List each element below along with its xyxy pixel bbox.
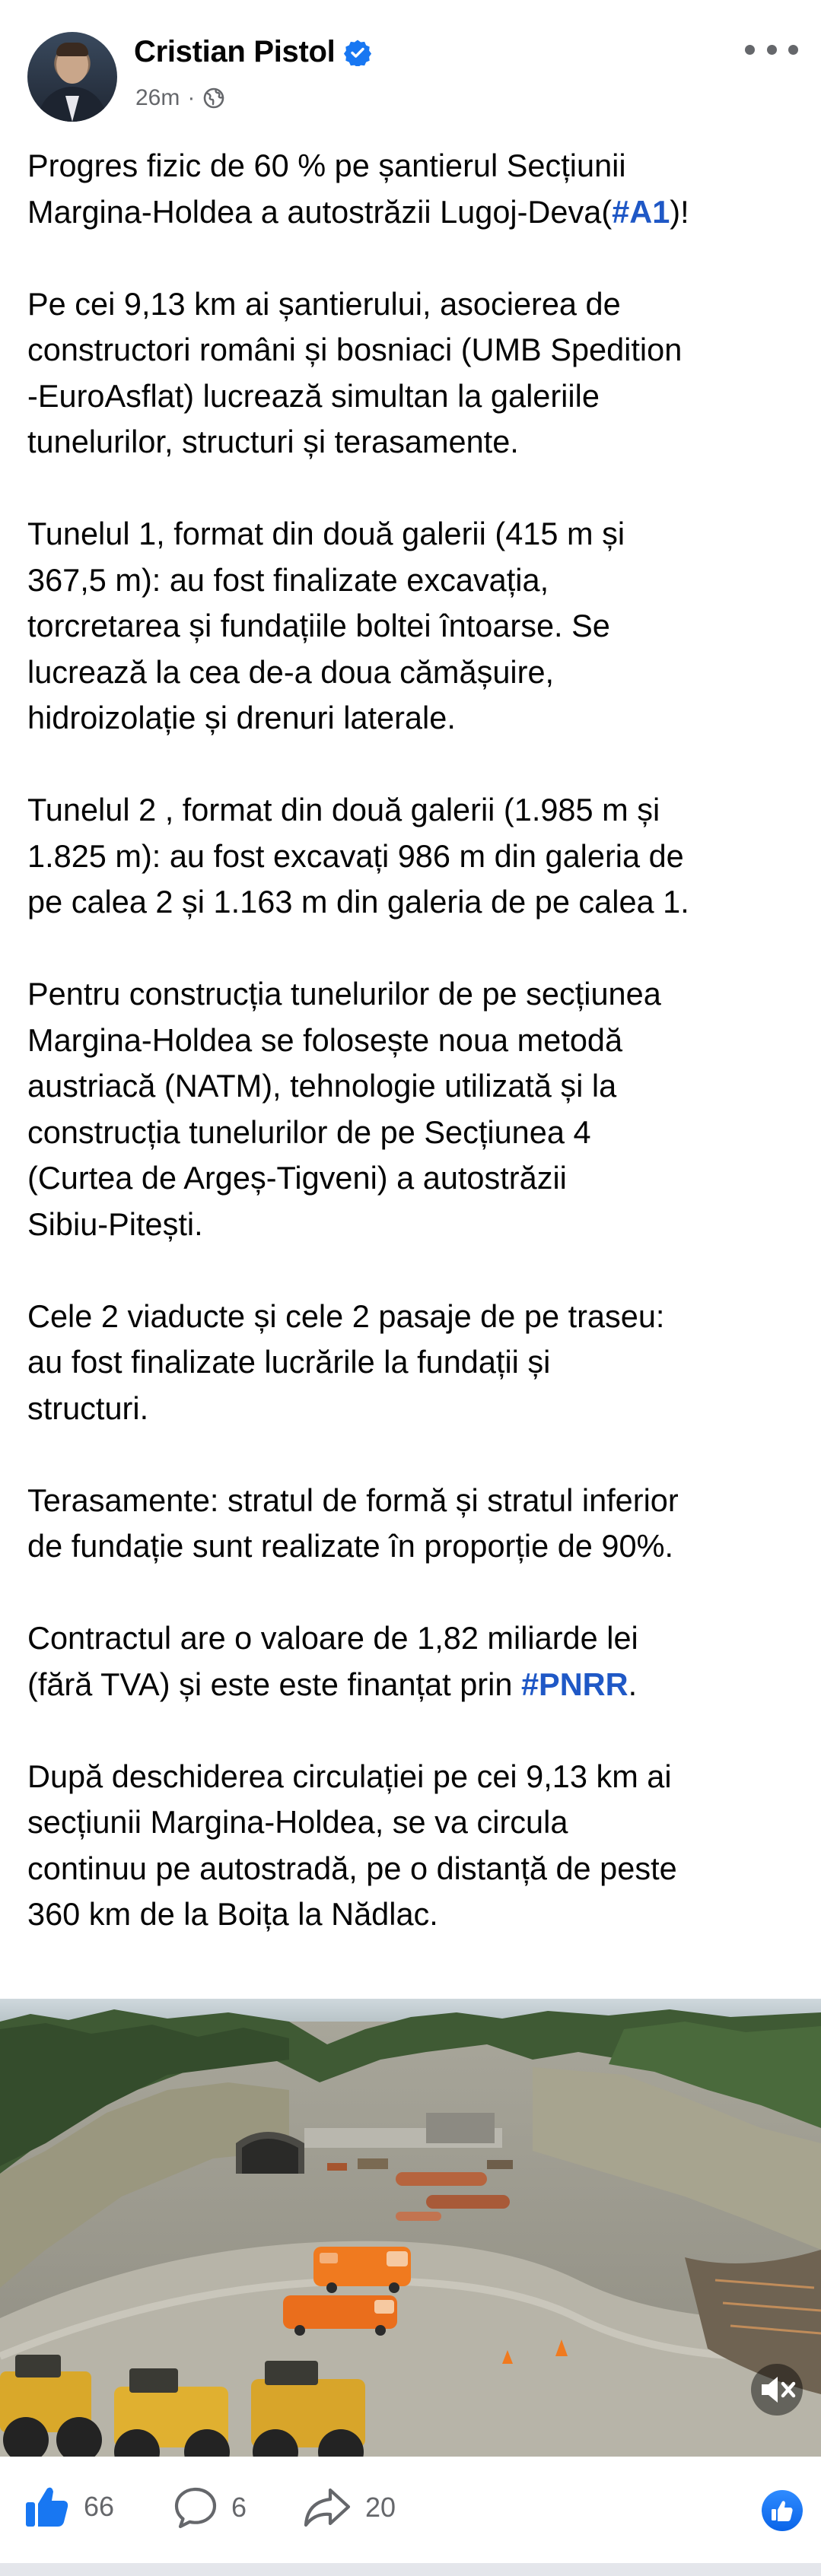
post-header — [0, 0, 821, 133]
post-meta — [135, 85, 225, 111]
hashtag-link[interactable]: #A1 — [612, 193, 670, 230]
speaker-muted-icon[interactable] — [749, 2362, 804, 2417]
post-paragraph: Pe cei 9,13 km ai șantierului, asocierea de constructori români și bosniaci (UMB Spedition -EuroAsflat) lucrează simultan la galeriile tunelurilor, structuri și terasamente. — [27, 285, 683, 459]
post-paragraph: Progres fizic de 60 % pe șantierul Secțiunii Margina-Holdea a autostrăzii Lugoj-Deva(#A1)! — [27, 148, 689, 230]
globe-icon — [202, 87, 225, 110]
like-button[interactable] — [24, 2485, 114, 2528]
share-count: 20 — [365, 2492, 396, 2523]
post-video[interactable] — [0, 1999, 821, 2457]
comment-button[interactable] — [173, 2485, 247, 2530]
share-button[interactable] — [303, 2485, 396, 2530]
post-time[interactable]: 26m — [135, 85, 180, 110]
post-actions — [0, 2457, 821, 2563]
dot-icon — [767, 45, 777, 55]
feed-separator — [0, 2563, 821, 2576]
like-reaction-badge-icon[interactable] — [760, 2489, 804, 2533]
share-arrow-icon — [303, 2485, 352, 2530]
dot-icon — [745, 45, 755, 55]
post-paragraph: După deschiderea circulației pe cei 9,13 km ai secțiunii Margina-Holdea, se va circula continuu pe autostradă, pe o distanță de peste 360 km de la Boița la Nădlac. — [27, 1758, 677, 1932]
van-1 — [313, 2247, 411, 2293]
post-paragraph: Tunelul 1, format din două galerii (415 m și 367,5 m): au fost finalizate excavația, torcretarea și fundațiile boltei întoarse. Se lucrează la cea de-a doua cămășuire, hidroizolație și drenuri laterale. — [27, 516, 625, 735]
hashtag-link[interactable]: #PNRR — [520, 1666, 628, 1702]
comment-count: 6 — [231, 2492, 247, 2523]
post-paragraph: Contractul are o valoare de 1,82 miliarde lei (fără TVA) și este este finanțat prin #PNRR. — [27, 1620, 638, 1702]
author-avatar[interactable] — [27, 32, 117, 122]
meta-separator: · — [187, 85, 196, 110]
like-count: 66 — [84, 2491, 115, 2522]
post-paragraph: Pentru construcția tunelurilor de pe secțiunea Margina-Holdea se folosește noua metodă austriacă (NATM), tehnologie utilizată și la construcția tunelurilor de pe Secțiunea 4 (Curtea de Argeș-Tigveni) a autostrăzii Sibiu-Pitești. — [27, 976, 661, 1242]
author-name[interactable]: Cristian Pistol — [134, 35, 336, 68]
video-frame — [0, 1999, 821, 2457]
post-body — [27, 143, 803, 1938]
post-paragraph: Tunelul 2 , format din două galerii (1.985 m și 1.825 m): au fost excavați 986 m din galeria de pe calea 2 și 1.163 m din galeria de pe calea 1. — [27, 792, 689, 920]
thumbs-up-icon — [24, 2485, 70, 2528]
post-paragraph: Cele 2 viaducte și cele 2 pasaje de pe traseu: au fost finalizate lucrările la fundații și structuri. — [27, 1298, 665, 1426]
dot-icon — [788, 45, 798, 55]
comment-bubble-icon — [173, 2485, 218, 2530]
author-name-row — [134, 35, 371, 69]
more-options-button[interactable] — [745, 38, 798, 61]
post-paragraph: Terasamente: stratul de formă și stratul inferior de fundație sunt realizate în proporție de 90%. — [27, 1482, 679, 1564]
verified-badge-icon — [344, 39, 371, 66]
